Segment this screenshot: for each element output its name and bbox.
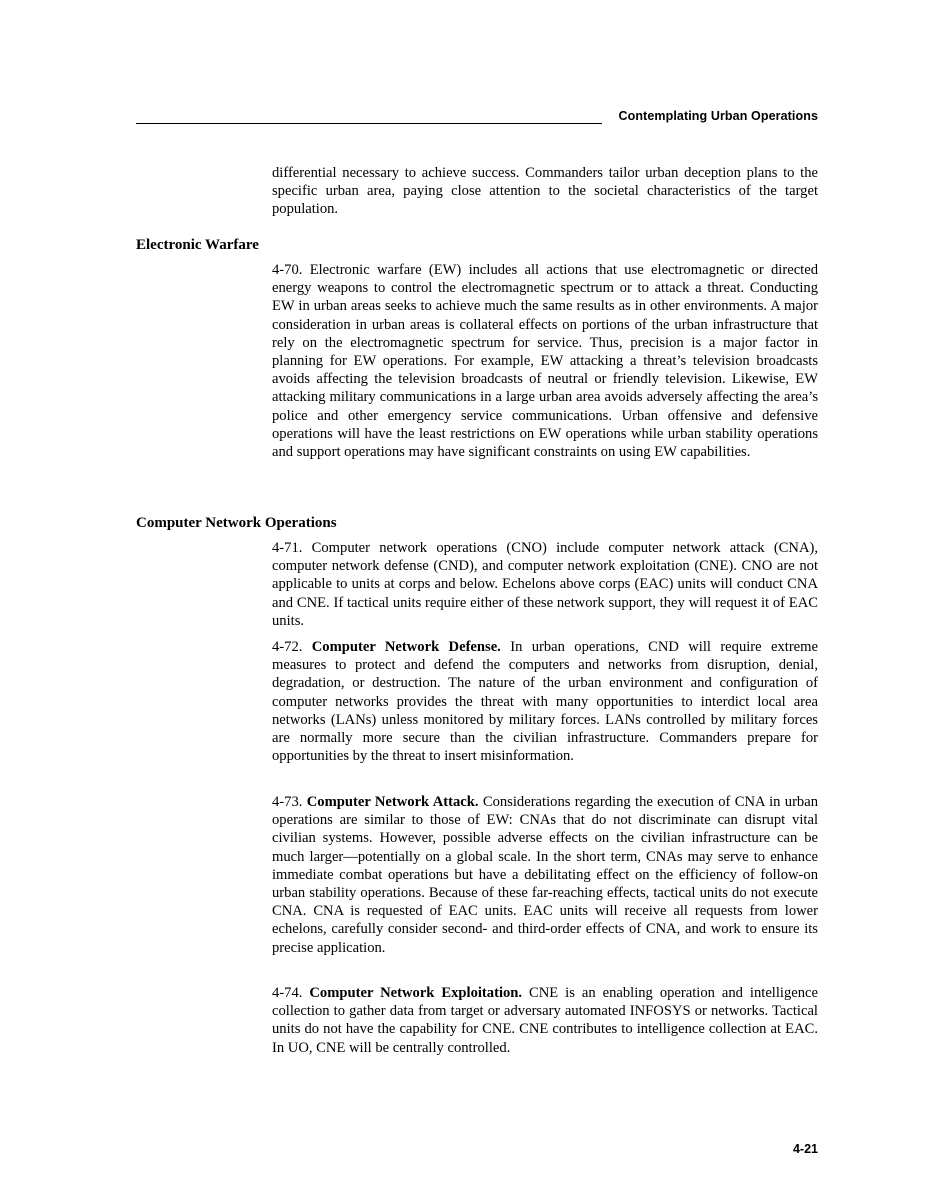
paragraph-4-73 — [272, 793, 818, 957]
running-header-title: Contemplating Urban Operations — [618, 109, 818, 123]
running-header — [136, 108, 818, 125]
paragraph-number: 4-71. — [272, 540, 303, 556]
paragraph-text: Computer network operations (CNO) include computer network attack (CNA), computer network defense (CND), and computer network exploitation (CNE). CNO are not applicable to units at corps and below. Echelons above corps (EAC) units will conduct CNA and CNE. If tactical units require either of these network support, they will request it of EAC units. — [272, 540, 818, 629]
paragraph-text: CNE is an enabling operation and intelligence collection to gather data from target or adversary automated INFOSYS or networks. Tactical units do not have the capability for CNE. CNE contributes to intelligence collection at EAC. In UO, CNE will be centrally controlled. — [272, 985, 818, 1056]
paragraph-4-71 — [272, 539, 818, 630]
paragraph-text: Considerations regarding the execution of CNA in urban operations are similar to those of EW: CNAs that do not discriminate can disrupt vital civilian systems. However, possible adverse effects on the civilian infrastructure can be much larger—potentially on a global scale. In the short term, CNAs may serve to enhance immediate combat operations but have a debilitating effect on the efficiency of follow-on urban stability operations. Because of these far-reaching effects, tactical units do not execute CNA. CNA is requested of EAC units. EAC units will receive all requests from lower echelons, carefully consider second- and third-order effects of CNA, and work to ensure its precise application. — [272, 794, 819, 956]
paragraph-lead-in: Computer Network Exploitation. — [309, 985, 523, 1001]
paragraph-lead-in: Computer Network Attack. — [306, 794, 479, 810]
page-number: 4-21 — [792, 1142, 818, 1156]
section-heading-computer-network-operations: Computer Network Operations — [136, 515, 337, 531]
paragraph-4-70: 4-70. Electronic warfare (EW) includes all actions that use electromagnetic or directed energy weapons to control the electromagnetic spectrum or to attack a threat. Conducting EW in urban areas seeks to achieve much the same results as in other environments. A major consideration in urban areas is collateral effects on portions of the urban infrastructure that rely on the electromagnetic spectrum for service. Thus, precision is a major factor in planning for EW operations. For example, EW attacking a threat’s television broadcasts avoids affecting the television broadcasts of neutral or friendly television. Likewise, EW attacking military communications in a large urban area avoids adversely affecting the area’s police and other emergency service communications. Urban offensive and defensive operations will have the least restrictions on EW operations while urban stability operations and support operations may have significant constraints on using EW capabilities. — [272, 262, 818, 461]
paragraph-text: In urban operations, CND will require extreme measures to protect and defend the computers and networks from disruption, denial, degradation, or destruction. The nature of the urban environment and configuration of computer networks provides the threat with many opportunities to interdict local area networks (LANs) unless monitored by military forces. LANs controlled by military forces are normally more secure than the civilian infrastructure. Commanders prepare for opportunities by the threat to insert misinformation. — [272, 639, 818, 765]
paragraph-4-72 — [272, 638, 818, 765]
paragraph-number: 4-74. — [272, 985, 303, 1001]
paragraph-number: 4-73. — [272, 794, 303, 810]
paragraph-lead-in: Computer Network Defense. — [311, 639, 501, 655]
intro-paragraph: differential necessary to achieve success. Commanders tailor urban deception plans to the specific urban area, paying close attention to the societal characteristics of the target population. — [272, 165, 818, 218]
paragraph-4-74 — [272, 984, 818, 1057]
paragraph-number: 4-72. — [272, 639, 303, 655]
section-heading-electronic-warfare: Electronic Warfare — [136, 237, 259, 253]
header-rule — [136, 123, 602, 124]
